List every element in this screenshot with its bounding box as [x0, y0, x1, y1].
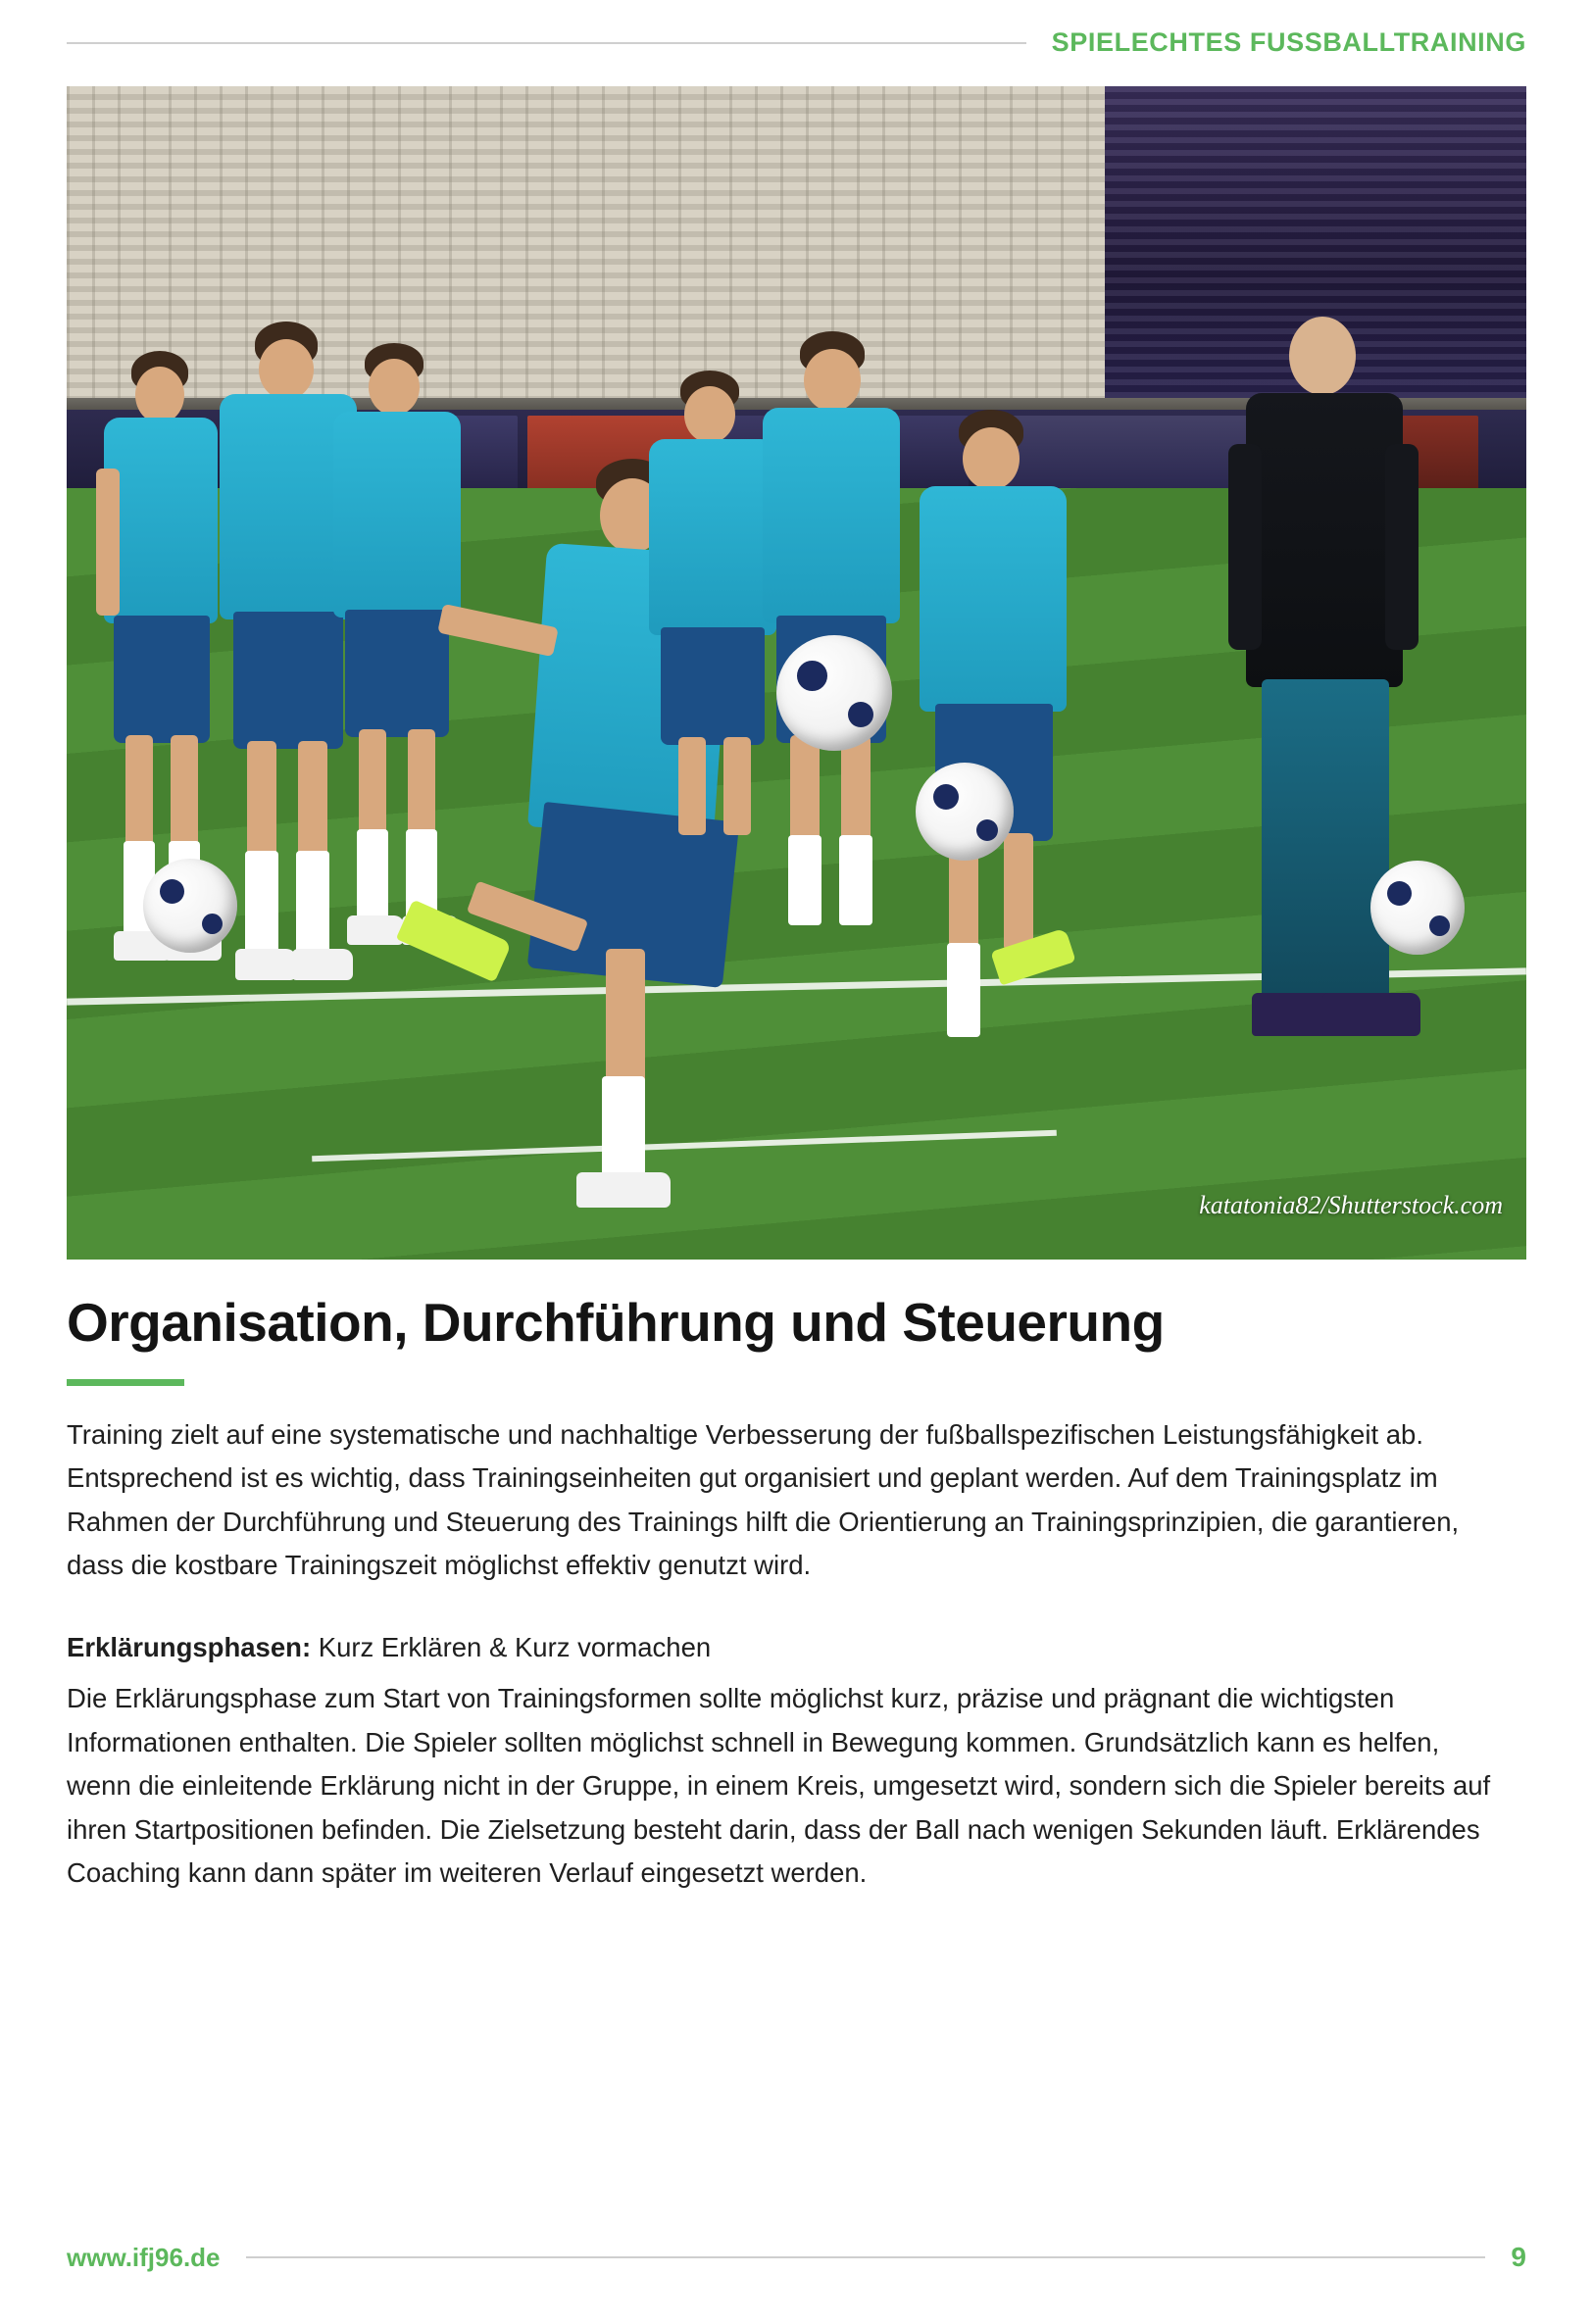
- player-figure: [329, 343, 467, 970]
- section-heading: [67, 1627, 1526, 1667]
- page-title: Organisation, Durchführung und Steuerung: [67, 1292, 1165, 1353]
- title-accent-rule: [67, 1379, 184, 1386]
- page-header: [67, 0, 1526, 71]
- page-number: 9: [1485, 2242, 1526, 2273]
- hero-photo: [67, 86, 1526, 1260]
- footer-website-link[interactable]: www.ifj96.de: [67, 2243, 246, 2273]
- player-figure: [910, 410, 1076, 1037]
- intro-paragraph: Training zielt auf eine systematische und nachhaltige Verbesserung der fußballspezifischen Leistungsfähigkeit ab. Entsprechend ist es wichtig, dass Trainingseinheiten gut organisiert und geplant werden. Auf dem Trainingsplatz im Rahmen der Durchführung und Steuerung des Trainings hilft die Orientierung an Trainingsprinzipien, die garantieren, dass die kostbare Trainingszeit möglichst effektiv genutzt wird.: [67, 1418, 1460, 1581]
- article-content: [67, 1260, 1526, 1935]
- coach-figure: [1228, 317, 1424, 1130]
- footer-divider: [246, 2256, 1486, 2258]
- football: [1370, 861, 1465, 955]
- football: [776, 635, 892, 751]
- section-paragraph: Die Erklärungsphase zum Start von Trainingsformen sollte möglichst kurz, präzise und prägnant die wichtigsten Informationen enthalten. Die Spieler sollten möglichst schnell in Bewegung kommen. Grundsätzlich kann es helfen, wenn die einleitende Erklärung nicht in der Gruppe, in einem Kreis, umgesetzt wird, sondern sich die Spieler bereits auf ihren Startpositionen befinden. Die Zielsetzung besteht darin, dass der Ball nach wenigen Sekunden läuft. Erklärendes Coaching kann dann später im weiteren Verlauf eingesetzt werden.: [67, 1683, 1491, 1889]
- section-heading-label: Erklärungsphasen:: [67, 1631, 312, 1662]
- running-head-title: SPIELECHTES FUSSBALLTRAINING: [1026, 29, 1526, 56]
- page-footer: [67, 2238, 1526, 2277]
- photo-credit: katatonia82/Shutterstock.com: [1199, 1191, 1503, 1219]
- section-heading-rest: Kurz Erklären & Kurz vormachen: [311, 1631, 712, 1662]
- football: [143, 859, 237, 953]
- football: [916, 763, 1014, 861]
- photo-illustration: [67, 86, 1526, 1260]
